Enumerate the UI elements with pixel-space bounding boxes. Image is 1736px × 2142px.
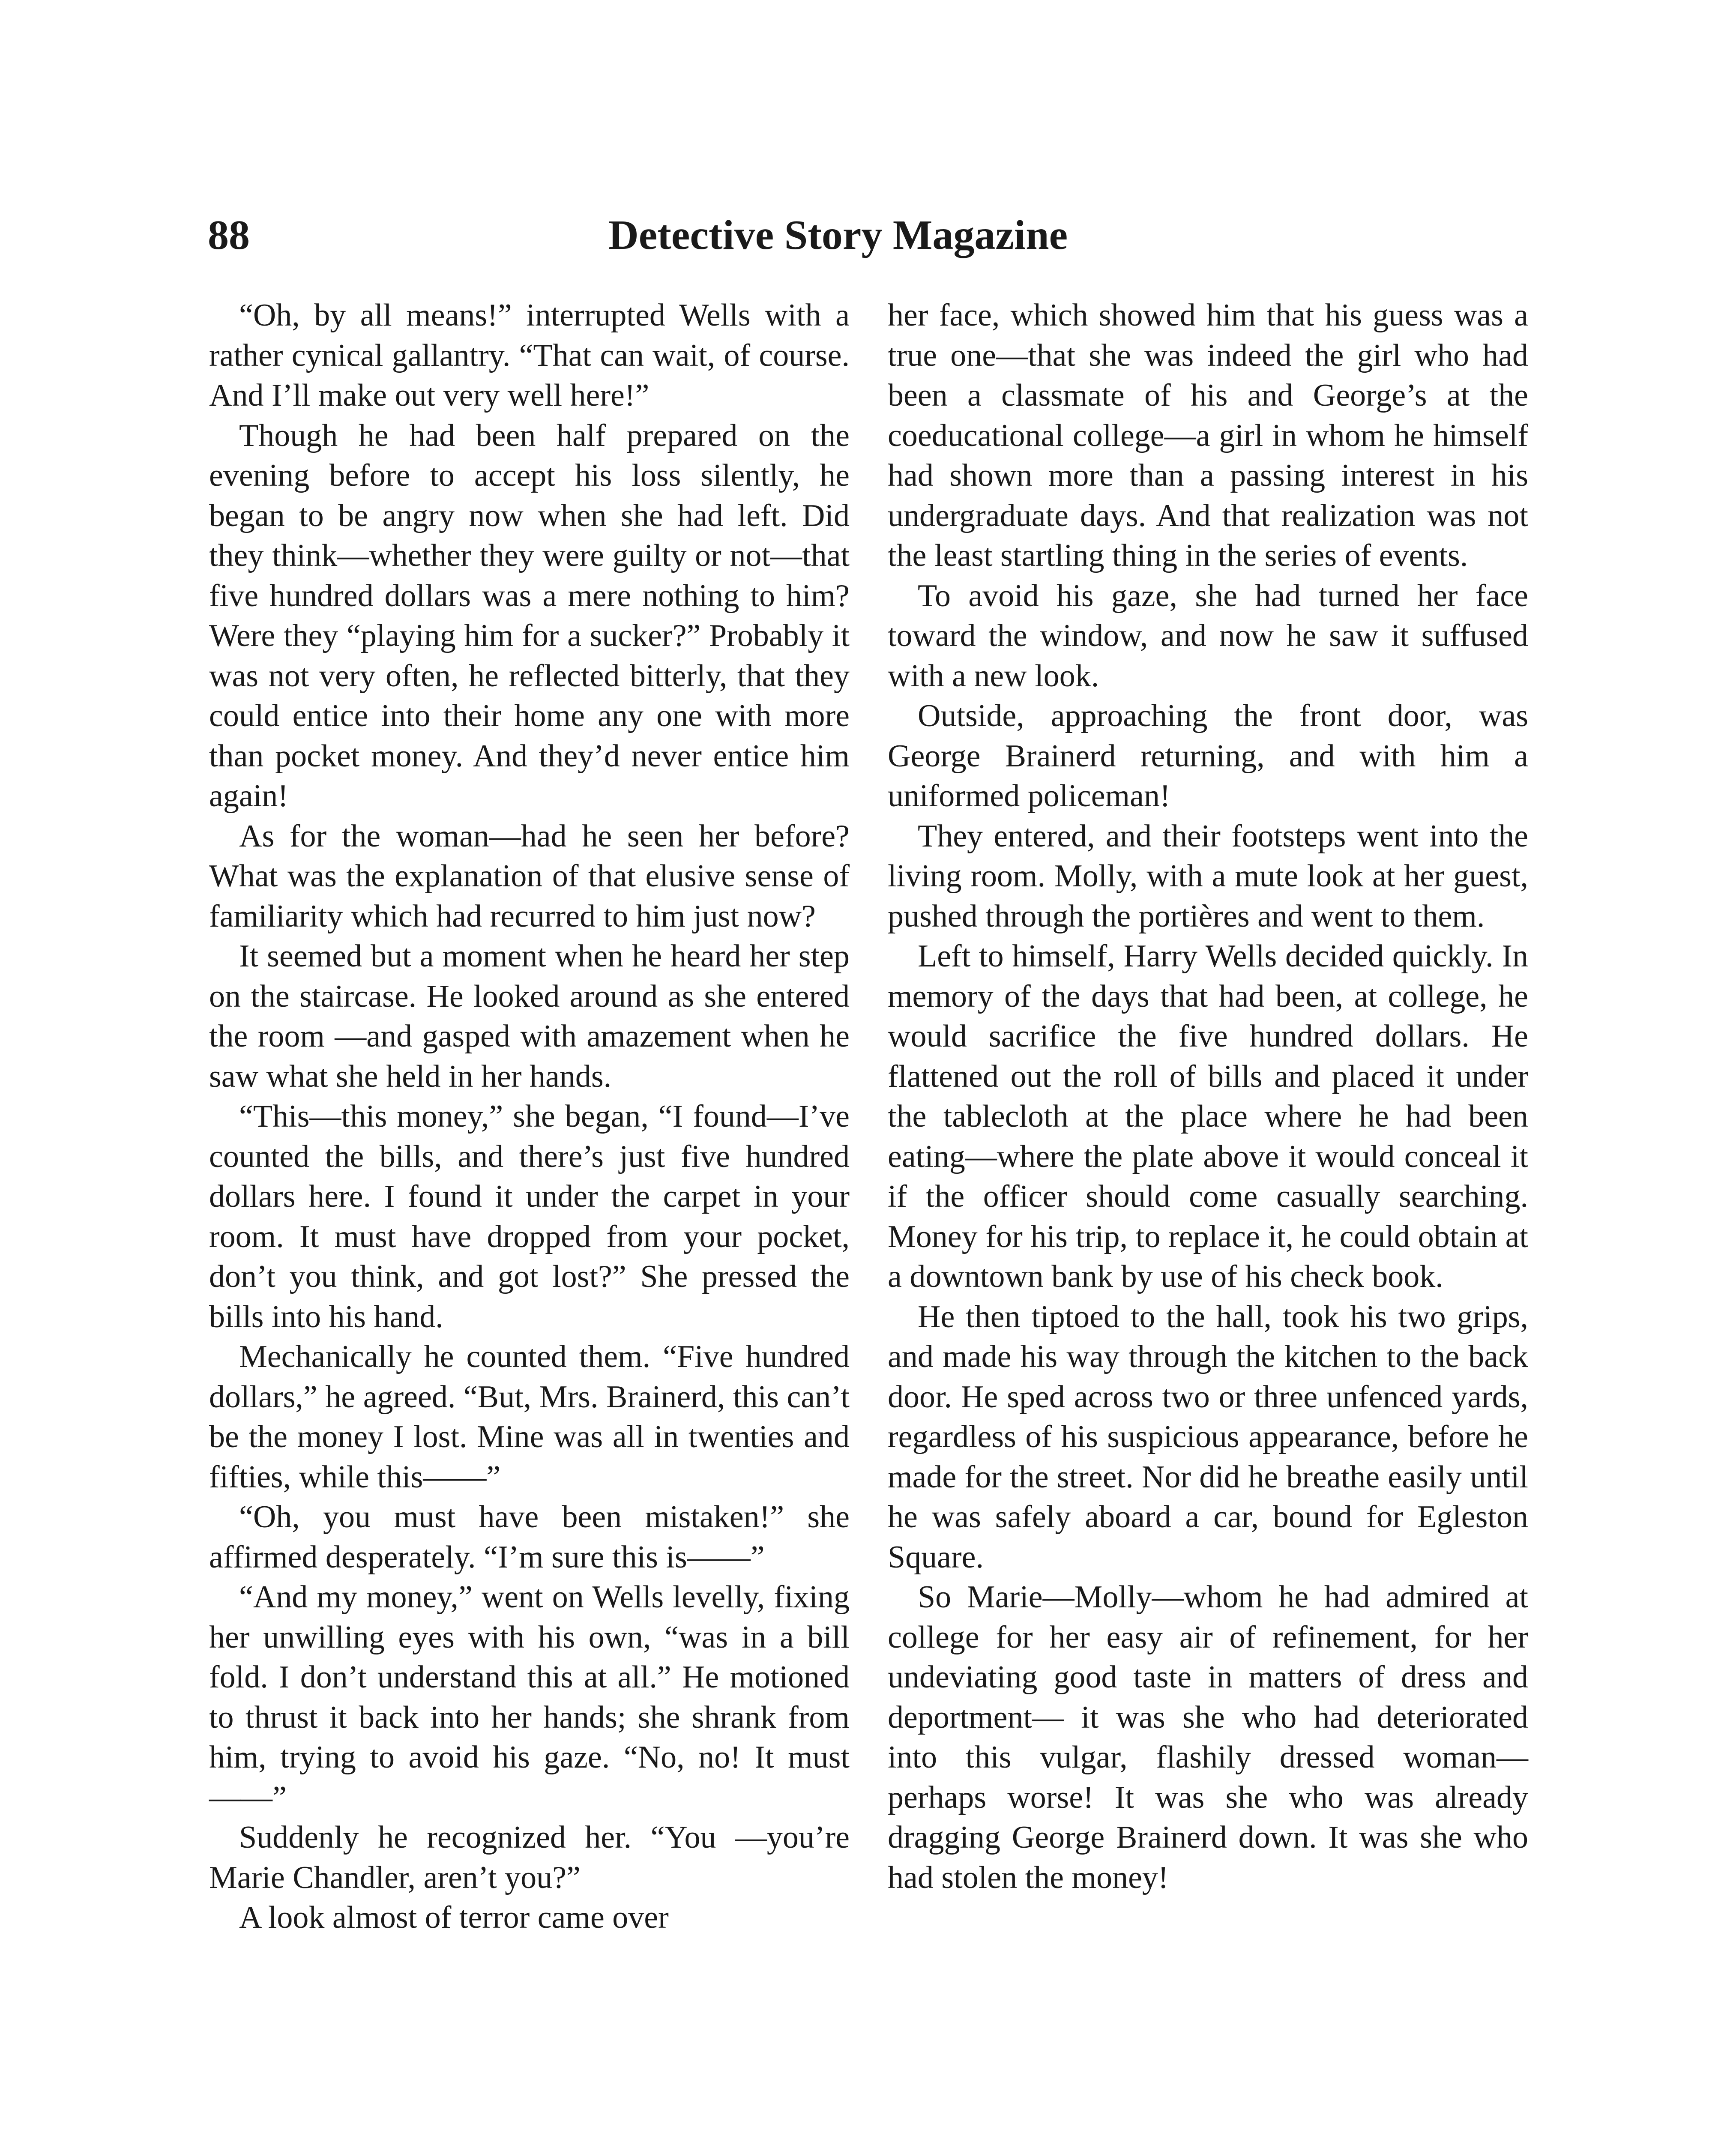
paragraph: Outside, approaching the front door, was George Brainerd returning, and with him a uniformed policeman! (888, 698, 1528, 814)
paragraph-continued: her face, which showed him that his guess was a true one—that she was indeed the girl who had been a classmate of his and George’s at the coeducational college—a girl in whom he himself had shown more than a passing interest in his undergraduate days. And that realization was not the least startling thing in the series of events. (888, 298, 1528, 573)
paragraph: Though he had been half prepared on the evening before to accept his loss silently, he began to be angry now when she had left. Did they think—whether they were guilty or not—that five hundred dollars was a mere nothing to him? Were they “playing him for a sucker?” Probably it was not very often, he reflected bitterly, that they could entice into their home any one with more than pocket money. And they’d never entice him again! (209, 418, 850, 814)
paragraph: He then tiptoed to the hall, took his two grips, and made his way through the kitchen to the back door. He sped across two or three unfenced yards, regardless of his suspicious appearance, before he made for the street. Nor did he breathe easily until he was safely aboard a car, bound for Egleston Square. (888, 1299, 1528, 1575)
paragraph: Mechanically he counted them. “Five hundred dollars,” he agreed. “But, Mrs. Brainerd, this can’t be the money I lost. Mine was all in twenties and fifties, while this——” (209, 1339, 850, 1495)
paragraph: As for the woman—had he seen her before? What was the explanation of that elusive sense of familiarity which had recurred to him just now? (209, 818, 850, 934)
paragraph: “This—this money,” she began, “I found—I’ve counted the bills, and there’s just five hundred dollars here. I found it under the carpet in your room. It must have dropped from your pocket, don’t you think, and got lost?” She pressed the bills into his hand. (209, 1099, 850, 1334)
paragraph: “Oh, by all means!” interrupted Wells with a rather cynical gallantry. “That can wait, of course. And I’ll make out very well here!” (209, 298, 850, 413)
paragraph: Suddenly he recognized her. “You —you’re Marie Chandler, aren’t you?” (209, 1820, 850, 1895)
page-number: 88 (208, 212, 250, 258)
paragraph: “And my money,” went on Wells levelly, fixing her unwilling eyes with his own, “was in a bill fold. I don’t understand this at all.” He motioned to thrust it back into her hands; she shrank from him, trying to avoid his gaze. “No, no! It must——” (209, 1580, 850, 1815)
paragraph: To avoid his gaze, she had turned her face toward the window, and now he saw it suffused with a new look. (888, 578, 1528, 694)
left-column (209, 296, 850, 1938)
paragraph: “Oh, you must have been mistaken!” she affirmed desperately. “I’m sure this is——” (209, 1499, 850, 1575)
paragraph: They entered, and their footsteps went into the living room. Molly, with a mute look at her guest, pushed through the portières and went to them. (888, 818, 1528, 934)
paragraph: It seemed but a moment when he heard her step on the staircase. He looked around as she entered the room —and gasped with amazement when he saw what she held in her hands. (209, 939, 850, 1094)
paragraph: Left to himself, Harry Wells decided quickly. In memory of the days that had been, at college, he would sacrifice the five hundred dollars. He flattened out the roll of bills and placed it under the tablecloth at the place where he had been eating—where the plate above it would conceal it if the officer should come casually searching. Money for his trip, to replace it, he could obtain at a downtown bank by use of his check book. (888, 939, 1528, 1294)
paragraph: A look almost of terror came over (239, 1900, 669, 1935)
right-column (888, 296, 1528, 1898)
running-title: Detective Story Magazine (608, 212, 1068, 258)
paragraph: So Marie—Molly—whom he had admired at college for her easy air of refinement, for her undeviating good taste in matters of dress and deportment— it was she who had deteriorated into this vulgar, flashily dressed woman— perhaps worse! It was she who was already dragging George Brainerd down. It was she who had stolen the money! (888, 1580, 1528, 1895)
